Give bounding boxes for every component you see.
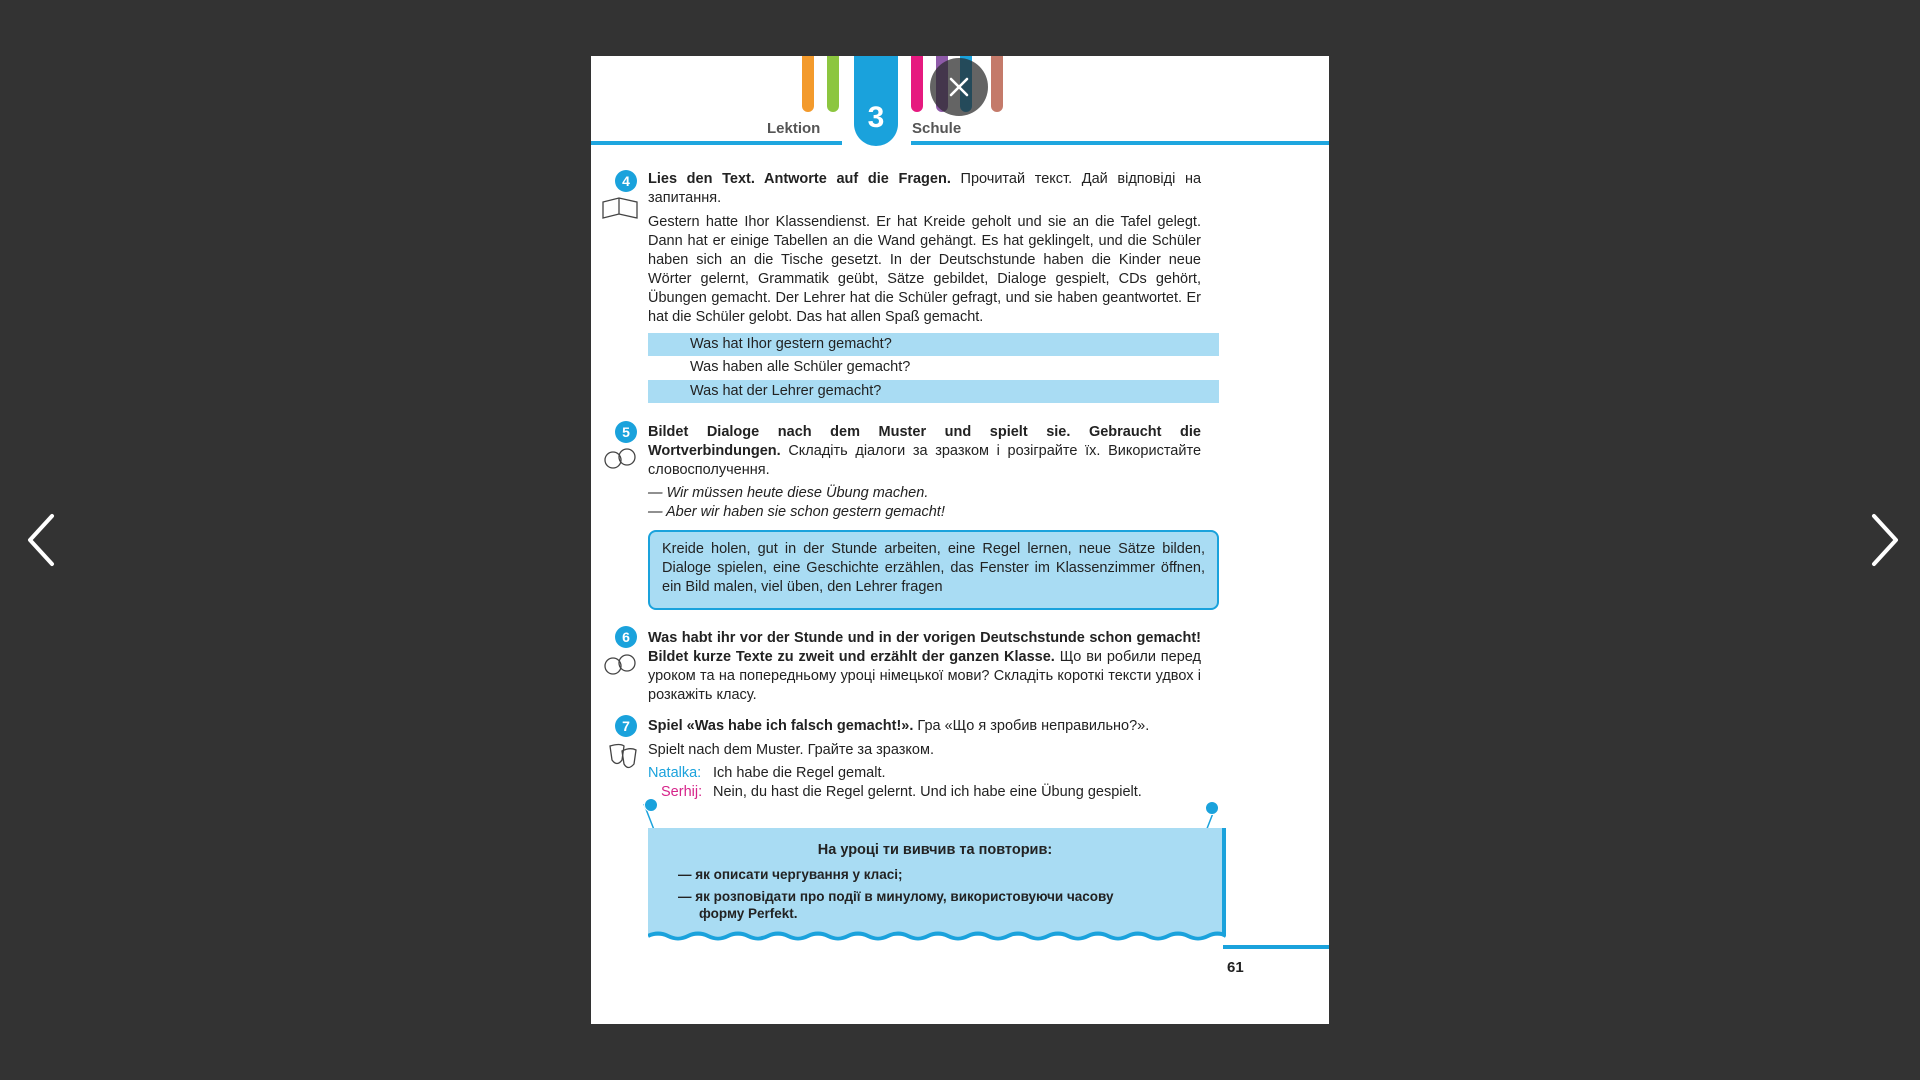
exercise-4-heading bbox=[648, 170, 1201, 208]
previous-page-button[interactable] bbox=[14, 510, 74, 570]
exercise-instruction: Прочитай текст. Дай відповіді на запитання. bbox=[648, 171, 1202, 206]
exercise-instruction: Складіть діалоги за зразком і розіграйте їх. Використайте словосполучення. bbox=[648, 443, 1202, 478]
exercise-4-text: Gestern hatte Ihor Klassendienst. Er hat Kreide geholt und sie an die Tafel gelegt. Dann hat er einige Tabellen an die Wand gehängt. Es hat geklingelt, und die Schüler haben sich an die Tische gesetzt. In der Deutschstunde haben die Kinder neue Wörter gelernt, Grammatik geübt, Sätze gebildet, Dialoge gespielt, CDs gehört, Übungen gemacht. Der Lehrer hat die Schüler gefragt, und sie haben geantwortet. Er hat die Schüler gelobt. Das hat allen Spaß gemacht. bbox=[648, 214, 1201, 325]
exercise-6-heading bbox=[648, 629, 1201, 705]
header-right-label: Schule bbox=[912, 120, 962, 137]
exercise-title: Lies den Text. Antworte auf die Fragen. bbox=[648, 171, 951, 187]
page-number: 61 bbox=[1227, 959, 1244, 976]
exercise-title: Spiel «Was habe ich falsch gemacht!». bbox=[648, 718, 914, 734]
pin-icon bbox=[644, 798, 658, 812]
close-icon bbox=[930, 58, 988, 116]
wavy-edge bbox=[648, 930, 1226, 946]
exercise-7-heading bbox=[648, 717, 1201, 736]
exercise-instruction: Що ви робили перед уроком та на попередньому уроці німецької мови? Складіть короткі тексти удвох і розкажіть класу. bbox=[648, 649, 1201, 703]
speaker-line: Ich habe die Regel gemalt. bbox=[713, 765, 886, 781]
exercise-number: 6 bbox=[615, 626, 637, 648]
exercise-number: 4 bbox=[615, 170, 637, 192]
summary-item: — як описати чергування у класі; bbox=[678, 867, 903, 882]
theatre-masks-icon bbox=[607, 742, 639, 772]
summary-note bbox=[648, 828, 1226, 936]
dialog-line: — Aber wir haben sie schon gestern gemacht! bbox=[648, 504, 945, 520]
exercise-5-heading bbox=[648, 423, 1201, 480]
footer-line bbox=[1223, 945, 1329, 949]
exercise-7-instruction: Spielt nach dem Muster. Грайте за зразком. bbox=[648, 742, 934, 758]
pair-work-icon bbox=[601, 447, 641, 471]
summary-item: — як розповідати про події в минулому, використовуючи часову bbox=[678, 889, 1114, 904]
chevron-left-icon bbox=[14, 510, 74, 570]
exercise-number: 7 bbox=[615, 715, 637, 737]
exercise-title: Bildet Dialoge nach dem Muster und spielt sie. Gebraucht die Wortverbindungen. bbox=[648, 424, 1201, 459]
exercise-title: Was habt ihr vor der Stunde und in der vorigen Deutschstunde schon gemacht! Bildet kurze Texte zu zweit und erzählt der ganzen Klasse. bbox=[648, 630, 1201, 665]
pin-icon bbox=[1205, 801, 1219, 815]
chevron-right-icon bbox=[1852, 510, 1912, 570]
next-page-button[interactable] bbox=[1852, 510, 1912, 570]
header-left-label: Lektion bbox=[767, 120, 821, 137]
exercise-number: 5 bbox=[615, 421, 637, 443]
exercise-instruction: Гра «Що я зробив неправильно?». bbox=[917, 718, 1150, 734]
book-page bbox=[591, 56, 1329, 1024]
word-combinations-box: Kreide holen, gut in der Stunde arbeiten, eine Regel lernen, neue Sätze bilden, Dialoge spielen, eine Geschichte erzählen, das Fenster im Klassenzimmer öffnen, ein Bild malen, viel üben, den Lehrer fragen bbox=[648, 530, 1219, 610]
speaker-natalka: Natalka: bbox=[648, 765, 702, 781]
question-row: Was hat der Lehrer gemacht? bbox=[648, 380, 1219, 403]
lesson-number: 3 bbox=[867, 101, 885, 134]
summary-item: форму Perfekt. bbox=[699, 906, 798, 921]
pair-work-icon bbox=[601, 653, 641, 677]
summary-title: На уроці ти вивчив та повторив: bbox=[817, 842, 1053, 858]
question-row: Was hat Ihor gestern gemacht? bbox=[648, 333, 1219, 356]
question-row: Was haben alle Schüler gemacht? bbox=[690, 359, 911, 375]
speaker-serhij: Serhij: bbox=[661, 784, 703, 800]
speaker-line: Nein, du hast die Regel gelernt. Und ich habe eine Übung gespielt. bbox=[713, 784, 1142, 800]
dialog-line: — Wir müssen heute diese Übung machen. bbox=[648, 485, 929, 501]
close-button[interactable] bbox=[930, 58, 988, 116]
book-icon bbox=[601, 196, 639, 222]
